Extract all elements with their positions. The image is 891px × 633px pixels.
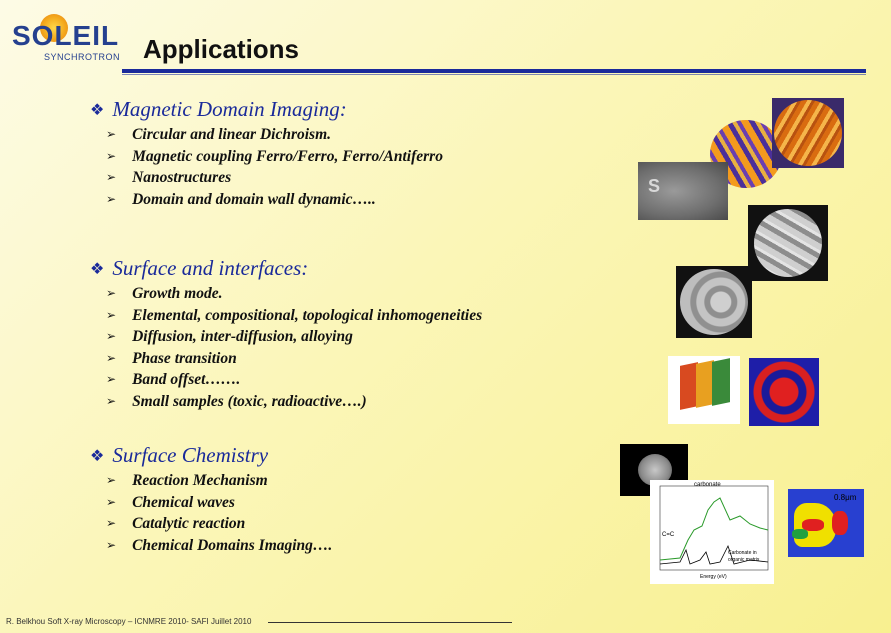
logo-text: SOLEIL: [12, 20, 120, 51]
spectro-cube-image: [668, 356, 740, 424]
arrow-bullet-icon: ➢: [106, 329, 117, 344]
list-item: ➢ Chemical Domains Imaging….: [106, 535, 332, 557]
xanes-spectrum-plot: [650, 480, 774, 584]
element-map-image: [749, 358, 819, 426]
scale-label: 0.8μm: [834, 493, 857, 502]
section-magnetic-domain: [90, 97, 443, 210]
list-item: ➢ Small samples (toxic, radioactive….): [106, 391, 482, 413]
title-rule: [122, 69, 866, 73]
footer-text: R. Belkhou Soft X-ray Microscopy – ICNMRE 2010- SAFI Juillet 2010: [6, 617, 252, 626]
list-item: ➢ Phase transition: [106, 348, 482, 370]
list-item: ➢ Elemental, compositional, topological inhomogeneities: [106, 305, 482, 327]
list-item: ➢ Reaction Mechanism: [106, 470, 332, 492]
cc-label: C=C: [662, 532, 675, 538]
list-item: ➢ Growth mode.: [106, 283, 482, 305]
list-item: ➢ Band offset…….: [106, 369, 482, 391]
arrow-bullet-icon: ➢: [106, 393, 117, 408]
title-rule-thin: [122, 74, 866, 75]
logo-subtitle: SYNCHROTRON: [44, 52, 121, 62]
list-item: ➢ Diffusion, inter-diffusion, alloying: [106, 326, 482, 348]
energy-label: Energy (eV): [700, 574, 727, 580]
arrow-bullet-icon: ➢: [106, 127, 117, 141]
surface-disk-image-2: [676, 266, 752, 338]
list-item: ➢ Circular and linear Dichroism.: [106, 124, 443, 146]
diamond-bullet-icon: ❖: [90, 99, 105, 119]
list-item: ➢ Nanostructures: [106, 167, 443, 189]
diamond-bullet-icon: ❖: [90, 258, 105, 278]
section-heading: Magnetic Domain Imaging:: [112, 97, 347, 121]
diamond-bullet-icon: ❖: [90, 445, 105, 465]
arrow-bullet-icon: ➢: [106, 191, 117, 206]
arrow-bullet-icon: ➢: [106, 372, 117, 387]
arrow-bullet-icon: ➢: [106, 307, 117, 322]
section-heading: Surface and interfaces:: [112, 256, 309, 280]
arrow-bullet-icon: ➢: [106, 473, 117, 487]
arrow-bullet-icon: ➢: [106, 148, 117, 163]
slide-title: Applications: [143, 34, 300, 64]
list-item: ➢ Domain and domain wall dynamic…..: [106, 189, 443, 211]
arrow-bullet-icon: ➢: [106, 516, 117, 531]
soleil-logo: [8, 10, 121, 62]
list-item: ➢ Catalytic reaction: [106, 513, 332, 535]
section-surface-interfaces: [90, 256, 482, 413]
arrow-bullet-icon: ➢: [106, 494, 117, 509]
soleil-xpeem-image: S: [638, 162, 728, 220]
carbonate-label: carbonate: [694, 482, 721, 488]
section-surface-chemistry: [90, 443, 332, 556]
arrow-bullet-icon: ➢: [106, 537, 117, 552]
magnetic-domain-image-2: [772, 98, 844, 168]
arrow-bullet-icon: ➢: [106, 170, 117, 185]
footer-rule: [268, 622, 512, 623]
arrow-bullet-icon: ➢: [106, 286, 117, 300]
arrow-bullet-icon: ➢: [106, 350, 117, 365]
surface-disk-image-1: [748, 205, 828, 281]
list-item: ➢ Magnetic coupling Ferro/Ferro, Ferro/Antiferro: [106, 146, 443, 168]
list-item: ➢ Chemical waves: [106, 492, 332, 514]
organic-label: Carbonate in organic matrix: [728, 550, 760, 563]
section-heading: Surface Chemistry: [112, 443, 269, 467]
chemical-map-image: [788, 489, 864, 557]
